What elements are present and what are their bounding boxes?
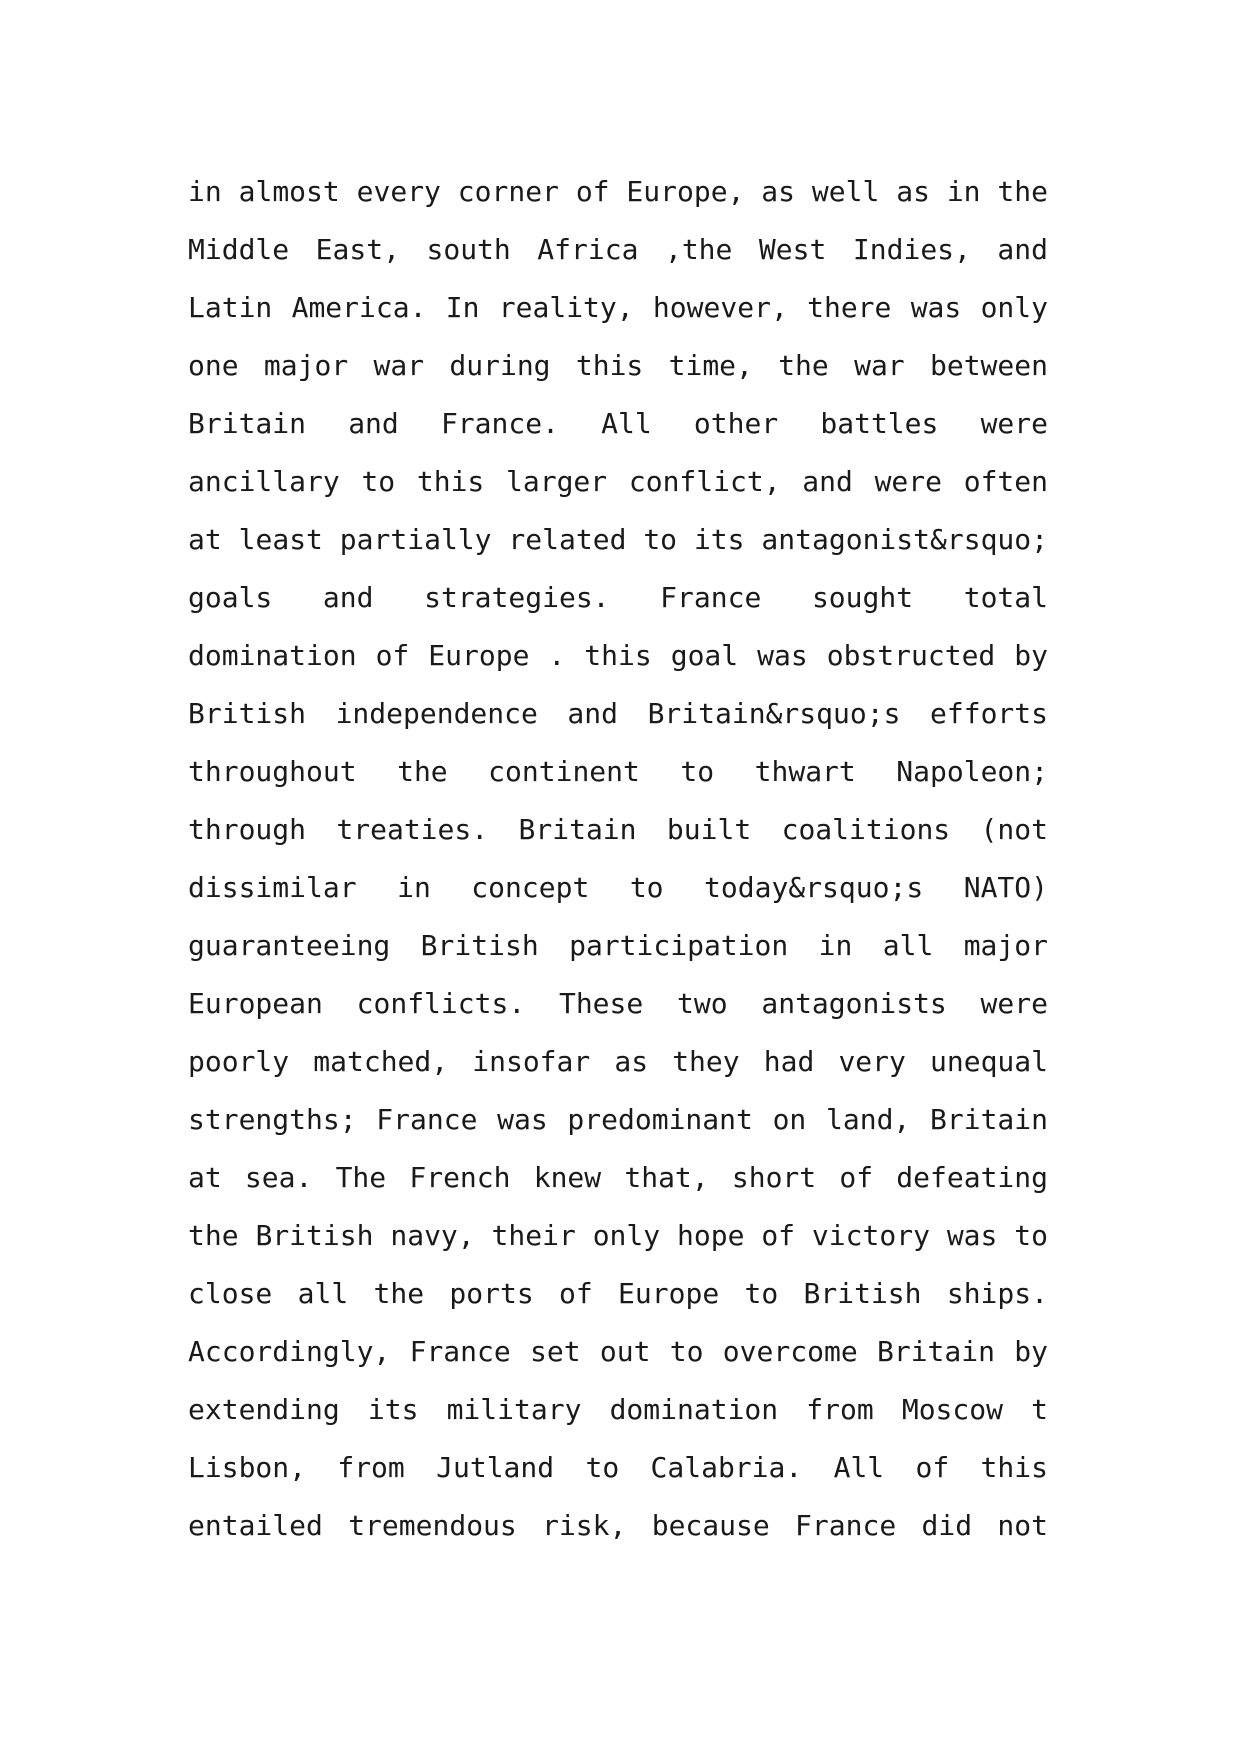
text-line: guaranteeing British participation in all major [188,929,1048,962]
body-text [188,163,1048,1555]
text-line: one major war during this time, the war between [188,349,1048,382]
text-line: dissimilar in concept to today&rsquo;s NATO) [188,871,1048,904]
text-line: domination of Europe . this goal was obstructed by [188,639,1048,672]
text-line: goals and strategies. France sought total [188,581,1048,614]
text-line: Middle East, south Africa ,the West Indies, and [188,233,1048,266]
text-line: Latin America. In reality, however, there was only [188,291,1048,324]
text-line: European conflicts. These two antagonists were [188,987,1048,1020]
text-line: the British navy, their only hope of victory was to [188,1219,1048,1252]
text-line: Britain and France. All other battles were [188,407,1048,440]
text-line: at sea. The French knew that, short of defeating [188,1161,1048,1194]
text-line: at least partially related to its antagonist&rsquo; [188,523,1048,556]
text-line: throughout the continent to thwart Napoleon; [188,755,1048,788]
text-line: British independence and Britain&rsquo;s efforts [188,697,1048,730]
text-line: ancillary to this larger conflict, and were often [188,465,1048,498]
text-line: strengths; France was predominant on land, Britain [188,1103,1048,1136]
text-line: through treaties. Britain built coalitions (not [188,813,1048,846]
text-line: Accordingly, France set out to overcome Britain by [188,1335,1048,1368]
text-line: extending its military domination from Moscow t [188,1393,1048,1426]
text-line: in almost every corner of Europe, as well as in the [188,175,1048,208]
text-line: Lisbon, from Jutland to Calabria. All of this [188,1451,1048,1484]
text-line: entailed tremendous risk, because France did not [188,1509,1048,1542]
text-line: close all the ports of Europe to British ships. [188,1277,1048,1310]
text-line: poorly matched, insofar as they had very unequal [188,1045,1048,1078]
